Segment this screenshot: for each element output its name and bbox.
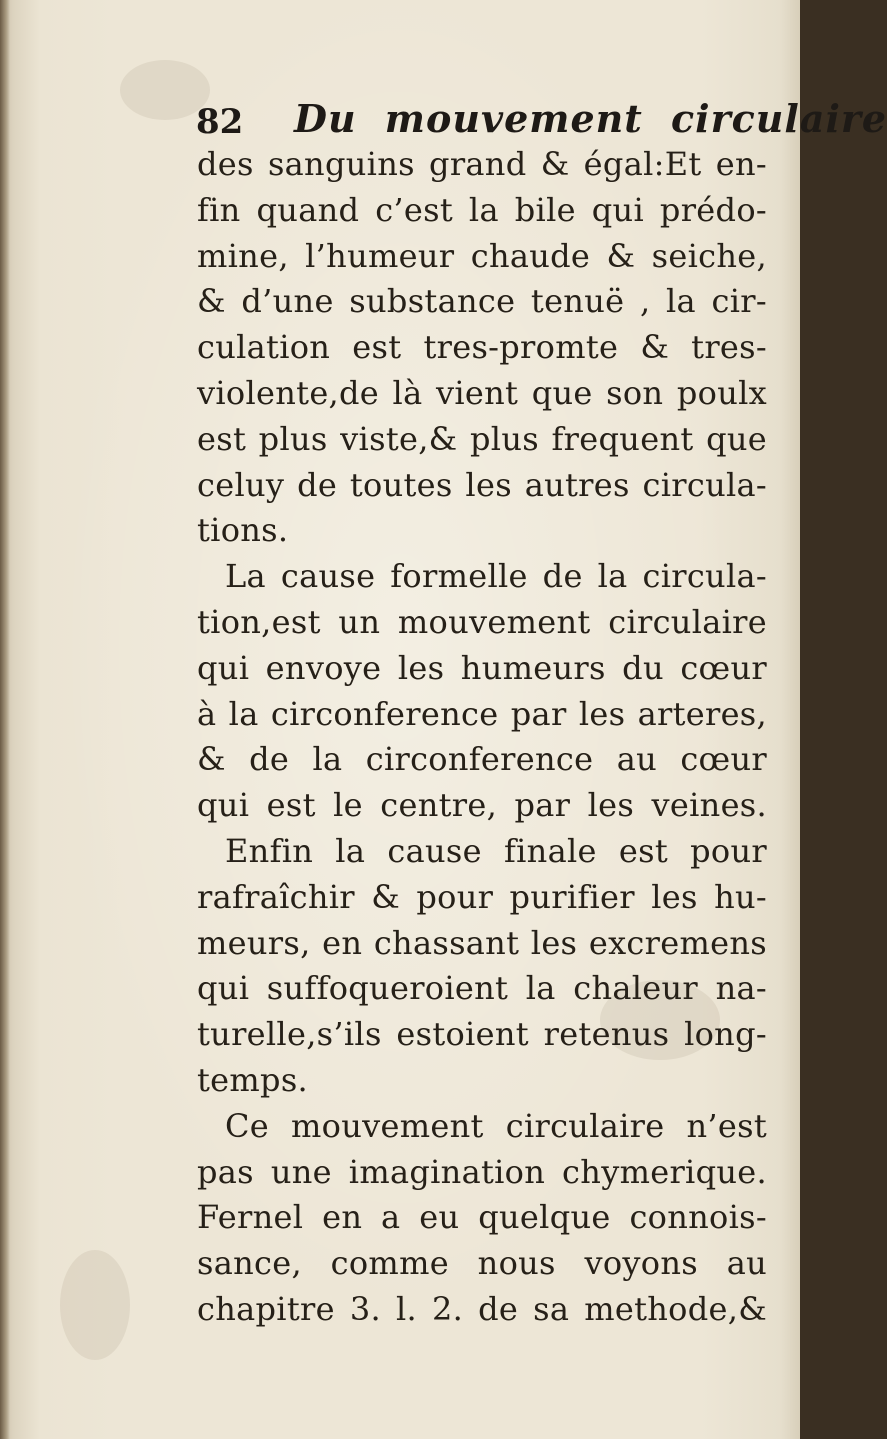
text-line: Enfin la cause finale est pour	[225, 831, 767, 870]
text-line: meurs, en chassant les excremens	[197, 923, 767, 962]
text-line: mine, l’humeur chaude & seiche,	[197, 236, 767, 275]
text-line: La cause formelle de la circula-	[225, 557, 767, 596]
body-text	[197, 142, 767, 1333]
text-line: Ce mouvement circulaire n’est	[225, 1106, 767, 1145]
text-line: temps.	[197, 1060, 309, 1099]
text-line: qui suffoqueroient la chaleur na-	[197, 969, 767, 1008]
text-line: Fernel en a eu quelque connois-	[197, 1198, 767, 1237]
running-head	[196, 96, 887, 146]
text-line: culation est tres-promte & tres-	[197, 328, 767, 367]
text-line: & d’une substance tenuë , la cir-	[197, 282, 767, 321]
page-number: 82	[196, 102, 244, 142]
text-line: turelle,s’ils estoient retenus long-	[197, 1015, 767, 1054]
text-line: qui envoye les humeurs du cœur	[197, 648, 767, 687]
running-head-title: Du mouvement circulaire	[294, 96, 887, 141]
text-line: des sanguins grand & égal:Et en-	[197, 145, 767, 183]
text-line: fin quand c’est la bile qui prédo-	[197, 190, 767, 229]
text-line: chapitre 3. l. 2. de sa methode,&	[197, 1289, 767, 1328]
text-line: qui est le centre, par les veines.	[197, 786, 767, 825]
text-line: est plus viste,& plus frequent que	[197, 419, 767, 458]
text-line: tions.	[197, 511, 289, 550]
text-line: sance, comme nous voyons au	[197, 1244, 767, 1283]
text-line: rafraîchir & pour purifier les hu-	[197, 877, 767, 916]
text-line: à la circonference par les arteres,	[197, 694, 767, 733]
text-line: & de la circonference au cœur	[197, 740, 767, 779]
paper-stain	[60, 1250, 130, 1360]
page-gutter	[0, 0, 10, 1439]
text-line: tion,est un mouvement circulaire	[197, 602, 767, 641]
text-line: celuy de toutes les autres circula-	[197, 465, 767, 504]
text-line: violente,de là vient que son poulx	[197, 373, 767, 412]
text-line: pas une imagination chymerique.	[197, 1152, 767, 1191]
